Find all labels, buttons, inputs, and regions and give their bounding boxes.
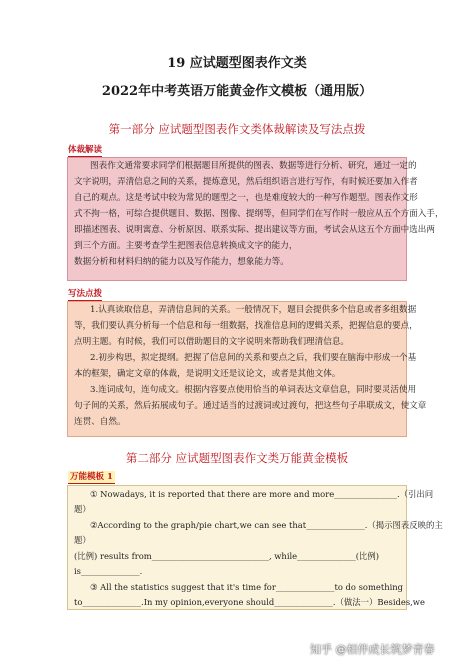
tips-box xyxy=(67,301,427,437)
template-box xyxy=(67,485,443,610)
part2-heading: 第二部分 应试题型图表作文类万能黄金模板 xyxy=(125,451,349,465)
intro-line: 文字说明，弄清信息之间的关系，提炼意见，然后组织语言进行写作，有时候还要加入作者 xyxy=(74,177,418,187)
template-line: to______________.In my opinion,everyone should______________.（做法一）Besides,we xyxy=(74,597,425,607)
zhihu-watermark: 知乎 @相伴成长筑梦青春 xyxy=(310,643,435,656)
template-line: ① Nowadays, it is reported that there are more and more_______________.（引出问 xyxy=(90,489,434,499)
document-subtitle: 2022年中考英语万能黄金作文模板（通用版） xyxy=(101,84,373,99)
intro-line: 即描述图表、说明寓意、分析原因、联系实际、提出建议等方面，考试会从这五个方面中选出两 xyxy=(74,225,435,235)
tips-line: 2.初步构思，拟定提纲。把握了信息间的关系和要点之后，我们要在脑海中形成一个基 xyxy=(90,353,417,363)
intro-box xyxy=(67,157,444,281)
template-line: 题） xyxy=(74,535,91,545)
part1-heading: 第一部分 应试题型图表作文类体裁解读及写法点拨 xyxy=(108,122,366,136)
intro-line: 到三个方面。主要考查学生把图表信息转换成文字的能力， xyxy=(74,241,298,251)
template-tag: 万能模板 1 xyxy=(70,472,113,482)
tips-line: 句子间的关系，然后拓展成句子。通过适当的过渡词或过渡句，把这些句子串联成文，使文章 xyxy=(74,401,427,411)
intro-line: 数据分析和材料归纳的能力以及写作能力，想象能力等。 xyxy=(74,257,289,267)
template-line: is______________. xyxy=(74,566,143,576)
template-line: 题） xyxy=(74,504,91,514)
intro-line: 自己的观点。这是考试中较为常见的题型之一，也是难度较大的一种写作题型。图表作文形 xyxy=(74,193,418,203)
intro-line: 式不拘一格，可综合提供题目、数据、图像、提纲等，但同学们在写作时一般应从五个方面入手， xyxy=(74,209,444,219)
intro-tag: 体裁解读 xyxy=(68,145,103,155)
tips-tag: 写法点拨 xyxy=(68,289,103,299)
tips-line: 连贯、自然。 xyxy=(74,417,126,427)
tips-line: 等，我们要认真分析每一个信息和每一组数据，找准信息间的逻辑关系，把握信息的要点， xyxy=(74,321,418,331)
tips-line: 本的框架，确定文章的体裁，是说明文还是议论文，或者是其他文体。 xyxy=(74,369,341,379)
document-title: 19 应试题型图表作文类 xyxy=(167,56,307,71)
template-line: (比例) results from____________________________, while______________(比例) xyxy=(74,551,380,561)
intro-line: 图表作文通常要求同学们根据题目所提供的图表、数据等进行分析、研究，通过一定的 xyxy=(90,161,417,171)
tips-line: 点明主题。有时候，我们可以借助题目的文字说明来帮助我们理清信息。 xyxy=(74,337,350,347)
template-line: ②According to the graph/pie chart,we can see that______________.（揭示图表反映的主 xyxy=(90,520,443,530)
template-line: ③ All the statistics suggest that it's time for______________to do something xyxy=(90,582,404,592)
tips-line: 1.认真读取信息，弄清信息间的关系。一般情况下，题目会提供多个信息或者多组数据 xyxy=(90,305,417,315)
tips-line: 3.连词成句，连句成文。根据内容要点使用恰当的单词表达文章信息，同时要灵活使用 xyxy=(90,385,417,395)
